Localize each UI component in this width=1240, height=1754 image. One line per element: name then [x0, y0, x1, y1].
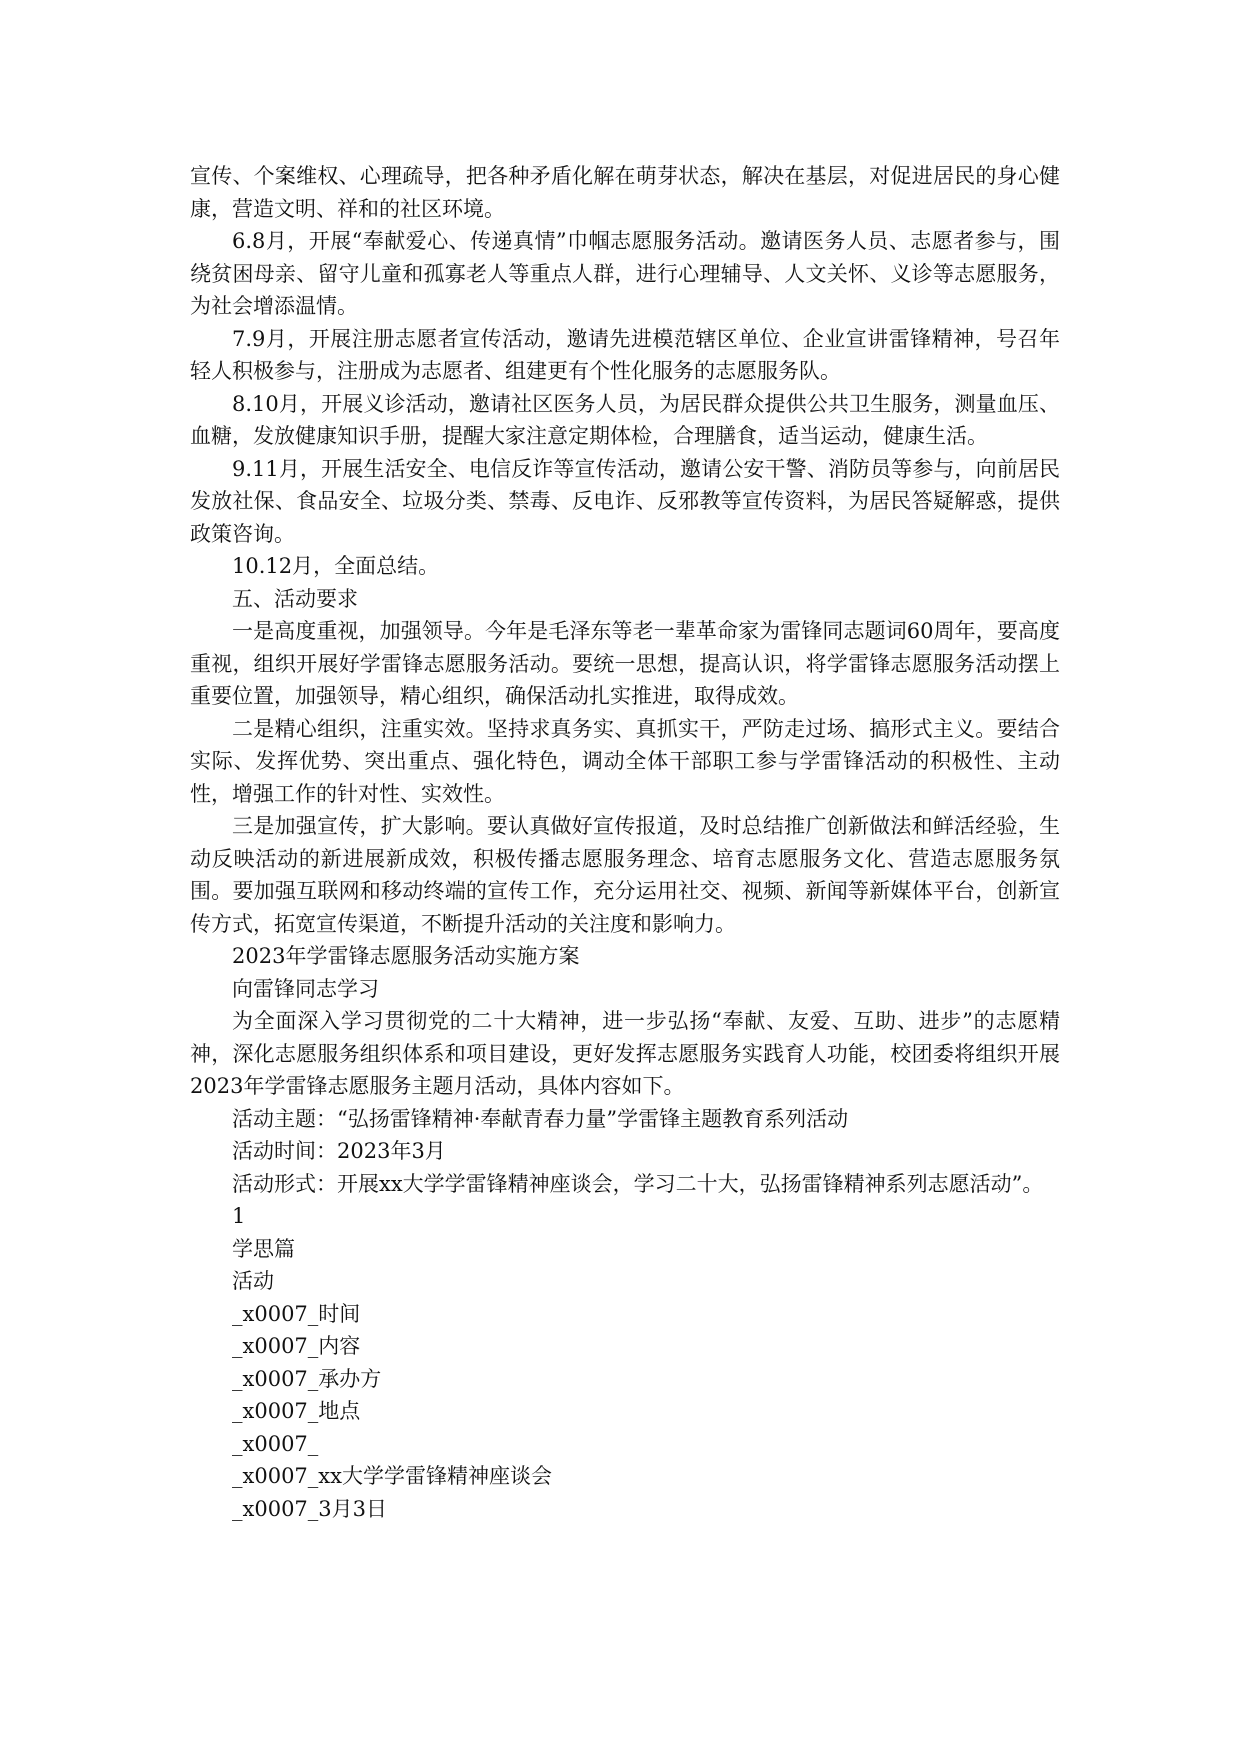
paragraph-item-6: 6.8月，开展“奉献爱心、传递真情”巾帼志愿服务活动。邀请医务人员、志愿者参与，围绕贫困母亲、留守儿童和孤寡老人等重点人群，进行心理辅导、人文关怀、义诊等志愿服务，为社会增添温情。	[190, 229, 1060, 318]
list-line-content: _x0007_内容	[232, 1334, 361, 1358]
list-line-organizer: _x0007_承办方	[232, 1366, 382, 1391]
list-line-activity: 活动	[232, 1269, 274, 1293]
list-line-time: _x0007_时间	[232, 1301, 361, 1326]
plan-title: 2023年学雷锋志愿服务活动实施方案	[232, 944, 580, 968]
activity-form: 活动形式：开展xx大学学雷锋精神座谈会，学习二十大，弘扬雷锋精神系列志愿活动”。	[232, 1171, 1044, 1196]
list-line-blank: _x0007_	[232, 1431, 319, 1456]
list-line-number: 1	[232, 1204, 246, 1228]
activity-theme: 活动主题：“弘扬雷锋精神·奉献青春力量”学雷锋主题教育系列活动	[232, 1106, 849, 1131]
list-line-location: _x0007_地点	[232, 1399, 361, 1423]
paragraph-requirement-3: 三是加强宣传，扩大影响。要认真做好宣传报道，及时总结推广创新做法和鲜活经验，生动反映活动的新进展新成效，积极传播志愿服务理念、培育志愿服务文化、营造志愿服务氛围。要加强互联网和移动终端的宣传工作，充分运用社交、视频、新闻等新媒体平台，创新宣传方式，拓宽宣传渠道，不断提升活动的关注度和影响力。	[190, 814, 1060, 936]
paragraph-item-10: 10.12月，全面总结。	[232, 554, 440, 578]
activity-time: 活动时间：2023年3月	[232, 1139, 446, 1163]
section-heading-requirements: 五、活动要求	[232, 586, 358, 611]
paragraph-continued: 宣传、个案维权、心理疏导，把各种矛盾化解在萌芽状态，解决在基层，对促进居民的身心健康，营造文明、祥和的社区环境。	[190, 164, 1060, 221]
list-line-date: _x0007_3月3日	[232, 1496, 388, 1521]
document-body	[190, 160, 1060, 1525]
list-line-forum: _x0007_xx大学学雷锋精神座谈会	[232, 1464, 552, 1488]
plan-subtitle: 向雷锋同志学习	[232, 976, 379, 1001]
list-line-section: 学思篇	[232, 1236, 295, 1261]
paragraph-intro: 为全面深入学习贯彻党的二十大精神，进一步弘扬“奉献、友爱、互助、进步”的志愿精神，深化志愿服务组织体系和项目建设，更好发挥志愿服务实践育人功能，校团委将组织开展2023年学雷锋志愿服务主题月活动，具体内容如下。	[190, 1009, 1060, 1098]
paragraph-item-8: 8.10月，开展义诊活动，邀请社区医务人员，为居民群众提供公共卫生服务，测量血压、血糖，发放健康知识手册，提醒大家注意定期体检，合理膳食，适当运动，健康生活。	[190, 391, 1060, 448]
paragraph-item-7: 7.9月，开展注册志愿者宣传活动，邀请先进模范辖区单位、企业宣讲雷锋精神，号召年轻人积极参与，注册成为志愿者、组建更有个性化服务的志愿服务队。	[190, 326, 1060, 383]
paragraph-requirement-1: 一是高度重视，加强领导。今年是毛泽东等老一辈革命家为雷锋同志题词60周年，要高度重视，组织开展好学雷锋志愿服务活动。要统一思想，提高认识，将学雷锋志愿服务活动摆上重要位置，加强领导，精心组织，确保活动扎实推进，取得成效。	[190, 619, 1060, 708]
paragraph-requirement-2: 二是精心组织，注重实效。坚持求真务实、真抓实干，严防走过场、搞形式主义。要结合实际、发挥优势、突出重点、强化特色，调动全体干部职工参与学雷锋活动的积极性、主动性，增强工作的针对性、实效性。	[190, 716, 1060, 806]
paragraph-item-9: 9.11月，开展生活安全、电信反诈等宣传活动，邀请公安干警、消防员等参与，向前居民发放社保、食品安全、垃圾分类、禁毒、反电诈、反邪教等宣传资料，为居民答疑解惑，提供政策咨询。	[190, 456, 1060, 546]
